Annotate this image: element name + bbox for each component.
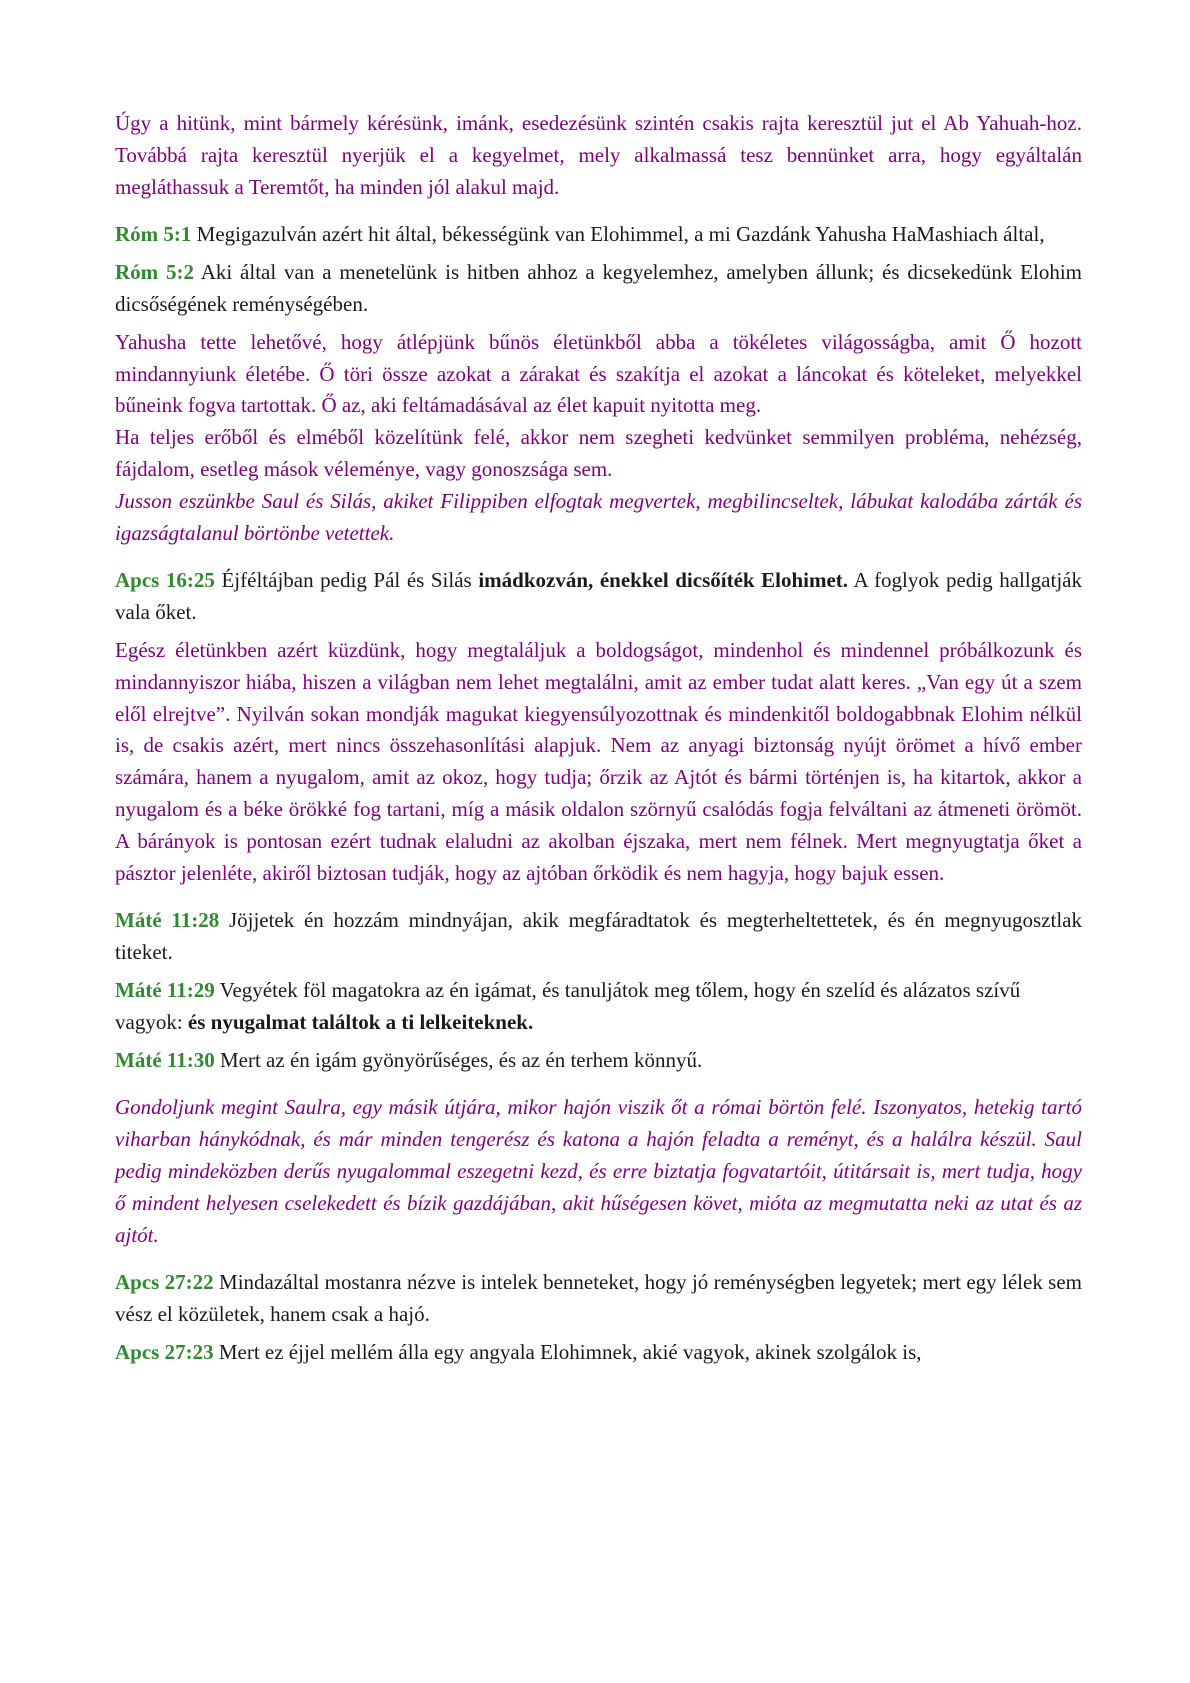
verse-text: Éjféltájban pedig Pál és Silás bbox=[221, 568, 472, 593]
commentary-paragraph: Yahusha tette lehetővé, hogy átlépjünk bűnös életünkből abba a tökéletes világosságba, amit Ő hozott mindannyiunk életébe. Ő töri össze azokat a zárakat és szakítja el azokat a láncokat és köteleket, melyekkel bűneink fogva tartottak. Ő az, aki feltámadásával az élet kapuit nyitotta meg. bbox=[115, 329, 1082, 418]
verse-text: Mert ez éjjel mellém álla egy angyala Elohimnek, akié vagyok, akinek szolgálok is, bbox=[218, 1339, 922, 1364]
verse-reference: Apcs 16:25 bbox=[115, 568, 215, 593]
verse-reference: Máté 11:30 bbox=[115, 1047, 215, 1072]
verse-apcs-27-22 bbox=[115, 1267, 1082, 1331]
verse-text: Mindazáltal mostanra nézve is intelek benneteket, hogy jó reménységben legyetek; mert egy lélek sem vész el közületek, hanem csak a hajó. bbox=[115, 1270, 1082, 1327]
verse-mate-11-29 bbox=[115, 975, 1082, 1039]
verse-reference: Máté 11:28 bbox=[115, 908, 220, 933]
commentary-paragraph: Ha teljes erőből és elméből közelítünk felé, akkor nem szegheti kedvünket semmilyen probléma, nehézség, fájdalom, esetleg mások véleménye, vagy gonoszsága sem. bbox=[115, 425, 1082, 481]
verse-text-bold: imádkozván, énekkel dicsőíték Elohimet. bbox=[478, 568, 849, 593]
commentary-paragraph: Egész életünkben azért küzdünk, hogy megtaláljuk a boldogságot, mindenhol és mindennel próbálkozunk és mindannyiszor hiába, hiszen a világban nem lehet megtalálni, amit az ember tudat alatt keres. „Van egy út a szem elől elrejtve”. Nyilván sokan mondják magukat kiegyensúlyozottnak és mindenkitől boldogabbnak Elohim nélkül is, de csakis azért, mert nincs összehasonlítási alapjuk. Nem az anyagi biztonság nyújt örömet a hívő ember számára, hanem a nyugalom, amit az okoz, hogy tudja; őrzik az Ajtót és bármi történjen is, ha kitartok, akkor a nyugalom és a béke örökké fog tartani, míg a másik oldalon szörnyű csalódás fogja felváltani az átmeneti örömöt. A bárányok is pontosan ezért tudnak elaludni az akolban éjszaka, mert nem félnek. Mert megnyugtatja őket a pásztor jelenléte, akiről biztosan tudják, hogy az ajtóban őrködik és nem hagyja, hogy bajuk essen. bbox=[115, 637, 1082, 885]
verse-reference: Apcs 27:23 bbox=[115, 1339, 214, 1364]
verse-apcs-27-23 bbox=[115, 1337, 1082, 1369]
verse-text: Vegyétek föl magatokra az én igámat, és tanuljátok meg tőlem, hogy én szelíd és alázatos szívű vagyok: bbox=[115, 977, 1021, 1034]
verse-text: Aki által van a menetelünk is hitben ahhoz a kegyelemhez, amelyben állunk; és dicsekedünk Elohim dicsőségének reménységében. bbox=[115, 260, 1082, 316]
verse-reference: Apcs 27:22 bbox=[115, 1270, 214, 1295]
verse-reference: Máté 11:29 bbox=[115, 977, 215, 1002]
verse-reference: Róm 5:1 bbox=[115, 222, 192, 247]
commentary-block bbox=[115, 327, 1082, 550]
verse-text: Jöjjetek én hozzám mindnyájan, akik megfáradtatok és megterheltettetek, és én megnyugosztlak titeket. bbox=[115, 908, 1082, 965]
commentary-italic: Jusson eszünkbe Saul és Silás, akiket Filippiben elfogtak megvertek, megbilincseltek, lábukat kalodába zárták és igazságtalanul börtönbe vetettek. bbox=[115, 488, 1082, 545]
commentary-paragraph: Úgy a hitünk, mint bármely kérésünk, imánk, esedezésünk szintén csakis rajta keresztül jut el Ab Yahuah-hoz. Továbbá rajta keresztül nyerjük el a kegyelmet, mely alkalmassá tesz bennünket arra, hogy egyáltalán megláthassuk a Teremtőt, ha minden jól alakul majd. bbox=[115, 111, 1082, 199]
verse-mate-11-28 bbox=[115, 905, 1082, 969]
verse-rom-5-2 bbox=[115, 257, 1082, 321]
verse-text: A foglyok pedig hallgatják vala őket. bbox=[115, 568, 1082, 625]
verse-mate-11-30 bbox=[115, 1045, 1082, 1077]
document-page bbox=[115, 108, 1082, 1369]
verse-apcs-16-25 bbox=[115, 565, 1082, 629]
verse-rom-5-1 bbox=[115, 219, 1082, 251]
verse-text-bold: és nyugalmat találtok a ti lelkeiteknek. bbox=[187, 1009, 534, 1034]
verse-text: Mert az én igám gyönyörűséges, és az én terhem könnyű. bbox=[219, 1047, 703, 1072]
commentary-italic: Gondoljunk megint Saulra, egy másik útjára, mikor hajón viszik őt a római börtön felé. Iszonyatos, hetekig tartó viharban hánykódnak, és már minden tengerész és katona a hajón feladta a reményt, és a halálra készül. Saul pedig mindeközben derűs nyugalommal eszegetni kezd, és erre biztatja fogvatartóit, útitársait is, mert tudja, hogy ő mindent helyesen cselekedett és bízik gazdájában, akit hűségesen követ, mióta az megmutatta neki az utat és az ajtót. bbox=[115, 1095, 1082, 1247]
verse-reference: Róm 5:2 bbox=[115, 260, 194, 285]
verse-text: Megigazulván azért hit által, békességünk van Elohimmel, a mi Gazdánk Yahusha HaMashiach által, bbox=[196, 222, 1045, 247]
